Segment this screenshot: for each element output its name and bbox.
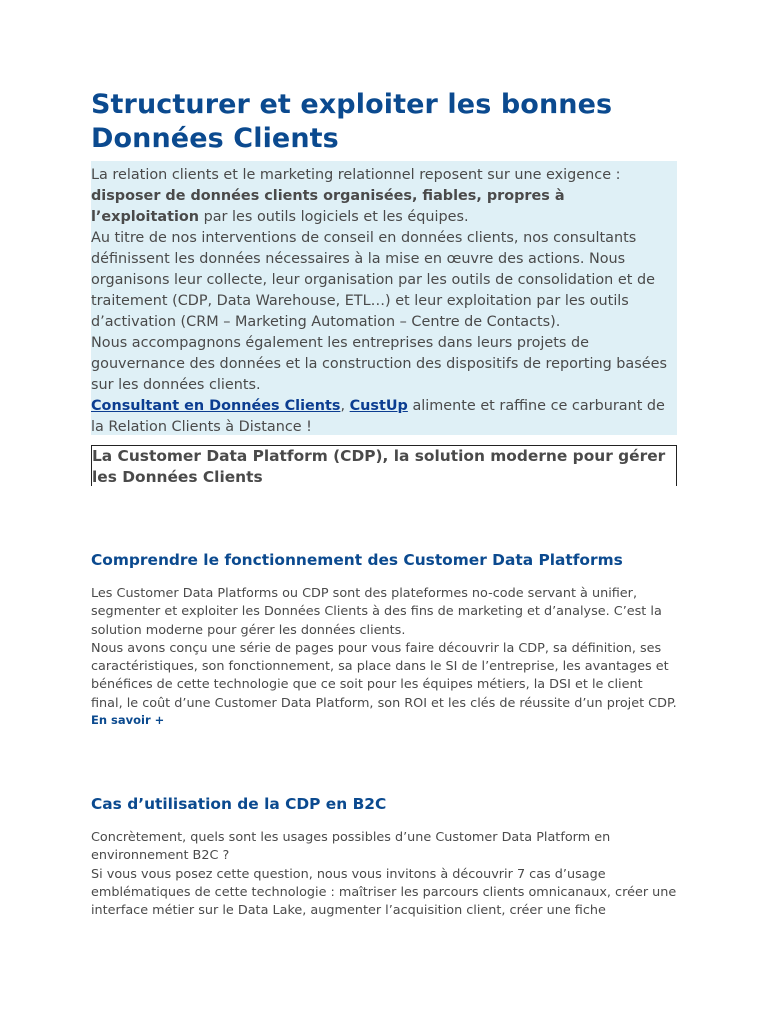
custup-link[interactable]: CustUp (349, 398, 408, 414)
intro-block (91, 161, 677, 435)
cdp-heading: La Customer Data Platform (CDP), la solution moderne pour gérer les Données Clients (92, 447, 666, 486)
section-comprendre-cdp (91, 550, 677, 727)
page-title: Structurer et exploiter les bonnes Données Clients (91, 89, 613, 154)
intro-text-end: par les outils logiciels et les équipes. (199, 209, 469, 225)
section-heading: Comprendre le fonctionnement des Customer Data Platforms (91, 551, 623, 569)
en-savoir-plus-link[interactable]: En savoir + (91, 713, 165, 728)
intro-paragraph-1 (91, 165, 677, 228)
intro-paragraph-3: Nous accompagnons également les entreprises dans leurs projets de gouvernance des données et la construction des dispositifs de reporting basées sur les données clients. (91, 335, 667, 393)
cdp-heading-box (91, 445, 677, 486)
intro-paragraph-2: Au titre de nos interventions de conseil en données clients, nos consultants définissent les données nécessaires à la mise en œuvre des actions. Nous organisons leur collecte, leur organisation par les outils de consolidation et de traitement (CDP, Data Warehouse, ETL…) et leur exploitation par les outils d’activation (CRM – Marketing Automation – Centre de Contacts). (91, 230, 655, 330)
intro-text: La relation clients et le marketing relationnel reposent sur une exigence : (91, 167, 621, 183)
section-heading: Cas d’utilisation de la CDP en B2C (91, 795, 387, 813)
section-paragraph-2: Si vous vous posez cette question, nous vous invitons à découvrir 7 cas d’usage emblématiques de cette technologie : maîtriser les parcours clients omnicanaux, créer une interface métier sur le Data Lake, augmenter l’acquisition client, créer une fiche (91, 866, 677, 919)
link-separator: , (340, 398, 350, 414)
intro-closing-text: alimente et raffine ce carburant de la Relation Clients à Distance ! (91, 398, 665, 435)
page-content (91, 88, 677, 486)
intro-bold-text: disposer de données clients organisées, fiables, propres à l’exploitation (91, 188, 565, 225)
section-paragraph-1: Concrètement, quels sont les usages possibles d’une Customer Data Platform en environnement B2C ? (91, 830, 611, 864)
intro-paragraph-4 (91, 396, 677, 438)
consultant-link[interactable]: Consultant en Données Clients (91, 398, 341, 414)
section-paragraph-2: Nous avons conçu une série de pages pour vous faire découvrir la CDP, sa définition, ses caractéristiques, son fonctionnement, sa place dans le SI de l’entreprise, les avantages et bénéfices de cette technologie que ce soit pour les équipes métiers, la DSI et le client final, le coût d’une Customer Data Platform, son ROI et les clés de réussite d’un projet CDP. (91, 640, 677, 711)
section-cas-usage-b2c (91, 794, 677, 920)
section-paragraph-1: Les Customer Data Platforms ou CDP sont des plateformes no-code servant à unifier, segmenter et exploiter les Données Clients à des fins de marketing et d’analyse. C’est la solution moderne pour gérer les données clients. (91, 586, 662, 638)
